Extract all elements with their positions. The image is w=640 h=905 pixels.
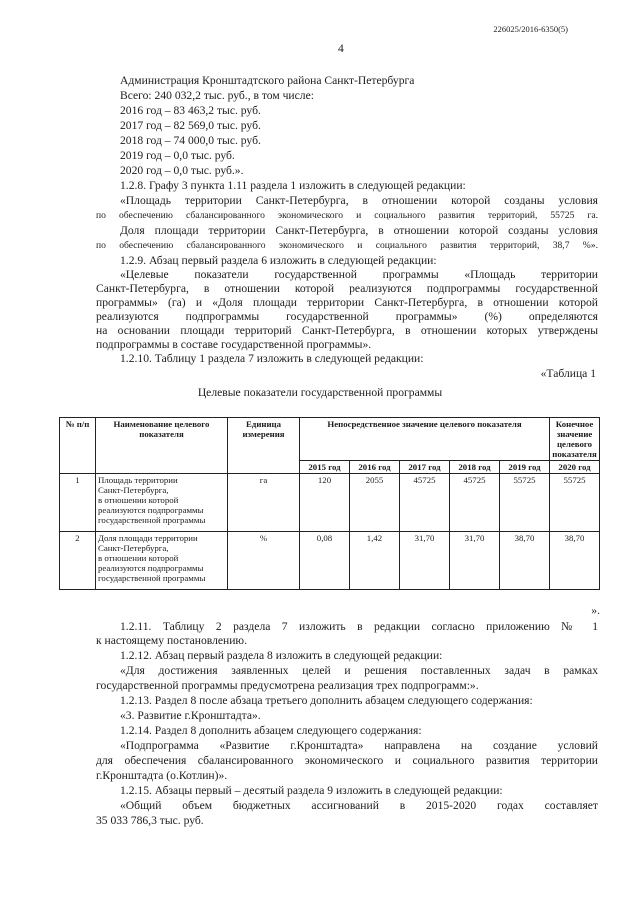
budget-year-line: 2016 год – 83 463,2 тыс. руб. <box>120 104 261 117</box>
table-row <box>60 532 600 590</box>
row-value: 31,70 <box>400 532 450 590</box>
row-num: 1 <box>60 474 96 532</box>
paragraph-1-2-11-line: к настоящему постановлению. <box>96 634 247 647</box>
paragraph-1-2-11-line: 1.2.11. Таблицу 2 раздела 7 изложить в редакции согласно приложению № 1 <box>120 620 598 633</box>
paragraph-1-2-14-line: г.Кронштадта (о.Котлин)». <box>96 769 228 782</box>
header-year: 2016 год <box>350 461 400 474</box>
paragraph-1-2-9-line: реализуются подпрограммы государственной программы» (%) определяются <box>96 310 598 323</box>
paragraph-1-2-8-line: «Площадь территории Санкт-Петербурга, в отношении которой созданы условия <box>120 194 598 207</box>
table-header-row <box>60 418 600 461</box>
paragraph-1-2-8-line: 1.2.8. Графу 3 пункта 1.11 раздела 1 изложить в следующей редакции: <box>120 179 466 192</box>
header-unit: Единица измерения <box>228 418 300 474</box>
budget-year-line: 2017 год – 82 569,0 тыс. руб. <box>120 119 261 132</box>
table-row <box>60 474 600 532</box>
paragraph-1-2-8-line: по обеспечению сбалансированного экономического и социального развития территорий, 55725 га. <box>96 210 598 221</box>
header-year: 2020 год <box>550 461 600 474</box>
paragraph-1-2-13-line: 1.2.13. Раздел 8 после абзаца третьего дополнить абзацем следующего содержания: <box>120 694 533 707</box>
budget-year-line: 2020 год – 0,0 тыс. руб.». <box>120 164 244 177</box>
row-name-line: государственной программы <box>98 573 206 583</box>
paragraph-1-2-15-line: 1.2.15. Абзацы первый – десятый раздела 9 изложить в следующей редакции: <box>120 784 503 797</box>
paragraph-1-2-9-line: подпрограммы в составе государственной программы». <box>96 338 372 351</box>
header-final: Конечное значение целевого показателя <box>550 418 600 461</box>
paragraph-1-2-9-line: на основании площади территорий Санкт-Петербурга, в отношении которых утверждены <box>96 324 598 337</box>
header-year: 2018 год <box>450 461 500 474</box>
row-value: 45725 <box>450 474 500 532</box>
row-value: 120 <box>300 474 350 532</box>
paragraph-1-2-9-line: Санкт-Петербурга, в отношении которой реализуются подпрограммы государственной <box>96 282 598 295</box>
row-value: 0,08 <box>300 532 350 590</box>
row-value: 55725 <box>550 474 600 532</box>
paragraph-1-2-9-line: программы» (га) и «Доля площади территории Санкт-Петербурга, в отношении которой <box>96 296 598 309</box>
row-value: 2055 <box>350 474 400 532</box>
header-year: 2015 год <box>300 461 350 474</box>
row-value: 55725 <box>500 474 550 532</box>
row-name <box>96 474 228 532</box>
row-value: 38,70 <box>500 532 550 590</box>
paragraph-1-2-8-line: Доля площади территории Санкт-Петербурга, в отношении которой созданы условия <box>120 224 598 237</box>
header-num: № п/п <box>60 418 96 474</box>
row-name-line: реализуются подпрограммы <box>98 563 204 573</box>
budget-admin-line: Администрация Кронштадтского района Санкт-Петербурга <box>120 74 415 87</box>
budget-year-line: 2019 год – 0,0 тыс. руб. <box>120 149 235 162</box>
document-number: 226025/2016-6350(5) <box>493 24 568 34</box>
row-name-line: в отношении которой <box>98 495 179 505</box>
paragraph-1-2-15-line: «Общий объем бюджетных ассигнований в 2015-2020 годах составляет <box>120 799 598 812</box>
paragraph-1-2-12-line: государственной программы предусмотрена реализация трех подпрограмм:». <box>96 679 479 692</box>
paragraph-1-2-13-line: «3. Развитие г.Кронштадта». <box>120 709 261 722</box>
paragraph-1-2-9-line: 1.2.9. Абзац первый раздела 6 изложить в следующей редакции: <box>120 254 437 267</box>
paragraph-1-2-14-line: 1.2.14. Раздел 8 дополнить абзацем следующего содержания: <box>120 724 422 737</box>
indicators-table <box>59 417 600 590</box>
row-value: 45725 <box>400 474 450 532</box>
paragraph-1-2-10-line: 1.2.10. Таблицу 1 раздела 7 изложить в следующей редакции: <box>120 352 424 365</box>
paragraph-1-2-9-line: «Целевые показатели государственной программы «Площадь территории <box>120 268 598 281</box>
row-name-line: Доля площади территории <box>98 533 198 543</box>
row-name-line: Санкт-Петербурга, <box>98 543 169 553</box>
row-name <box>96 532 228 590</box>
table-title: Целевые показатели государственной программы <box>197 386 443 399</box>
budget-total-line: Всего: 240 032,2 тыс. руб., в том числе: <box>120 89 314 102</box>
row-name-line: реализуются подпрограммы <box>98 505 204 515</box>
paragraph-1-2-8-line: по обеспечению сбалансированного экономического и социального развития территорий, 38,7 %». <box>96 240 598 251</box>
table-closing-mark: ». <box>591 604 600 617</box>
row-value: 38,70 <box>550 532 600 590</box>
row-value: 1,42 <box>350 532 400 590</box>
header-year: 2019 год <box>500 461 550 474</box>
paragraph-1-2-14-line: для обеспечения сбалансированного экономического и социального развития территории <box>96 754 598 767</box>
header-name: Наименование целевого показателя <box>96 418 228 474</box>
row-num: 2 <box>60 532 96 590</box>
row-unit: га <box>228 474 300 532</box>
header-year: 2017 год <box>400 461 450 474</box>
row-value: 31,70 <box>450 532 500 590</box>
row-unit: % <box>228 532 300 590</box>
page-number: 4 <box>338 42 344 55</box>
table-label: «Таблица 1 <box>540 367 596 380</box>
paragraph-1-2-14-line: «Подпрограмма «Развитие г.Кронштадта» направлена на создание условий <box>120 739 598 752</box>
row-name-line: Санкт-Петербурга, <box>98 485 169 495</box>
paragraph-1-2-12-line: 1.2.12. Абзац первый раздела 8 изложить в следующей редакции: <box>120 649 443 662</box>
paragraph-1-2-15-line: 35 033 786,3 тыс. руб. <box>96 814 204 827</box>
row-name-line: государственной программы <box>98 515 206 525</box>
budget-year-line: 2018 год – 74 000,0 тыс. руб. <box>120 134 261 147</box>
paragraph-1-2-12-line: «Для достижения заявленных целей и решения поставленных задач в рамках <box>120 664 598 677</box>
row-name-line: в отношении которой <box>98 553 179 563</box>
row-name-line: Площадь территории <box>98 475 178 485</box>
header-interim: Непосредственное значение целевого показателя <box>300 418 550 461</box>
